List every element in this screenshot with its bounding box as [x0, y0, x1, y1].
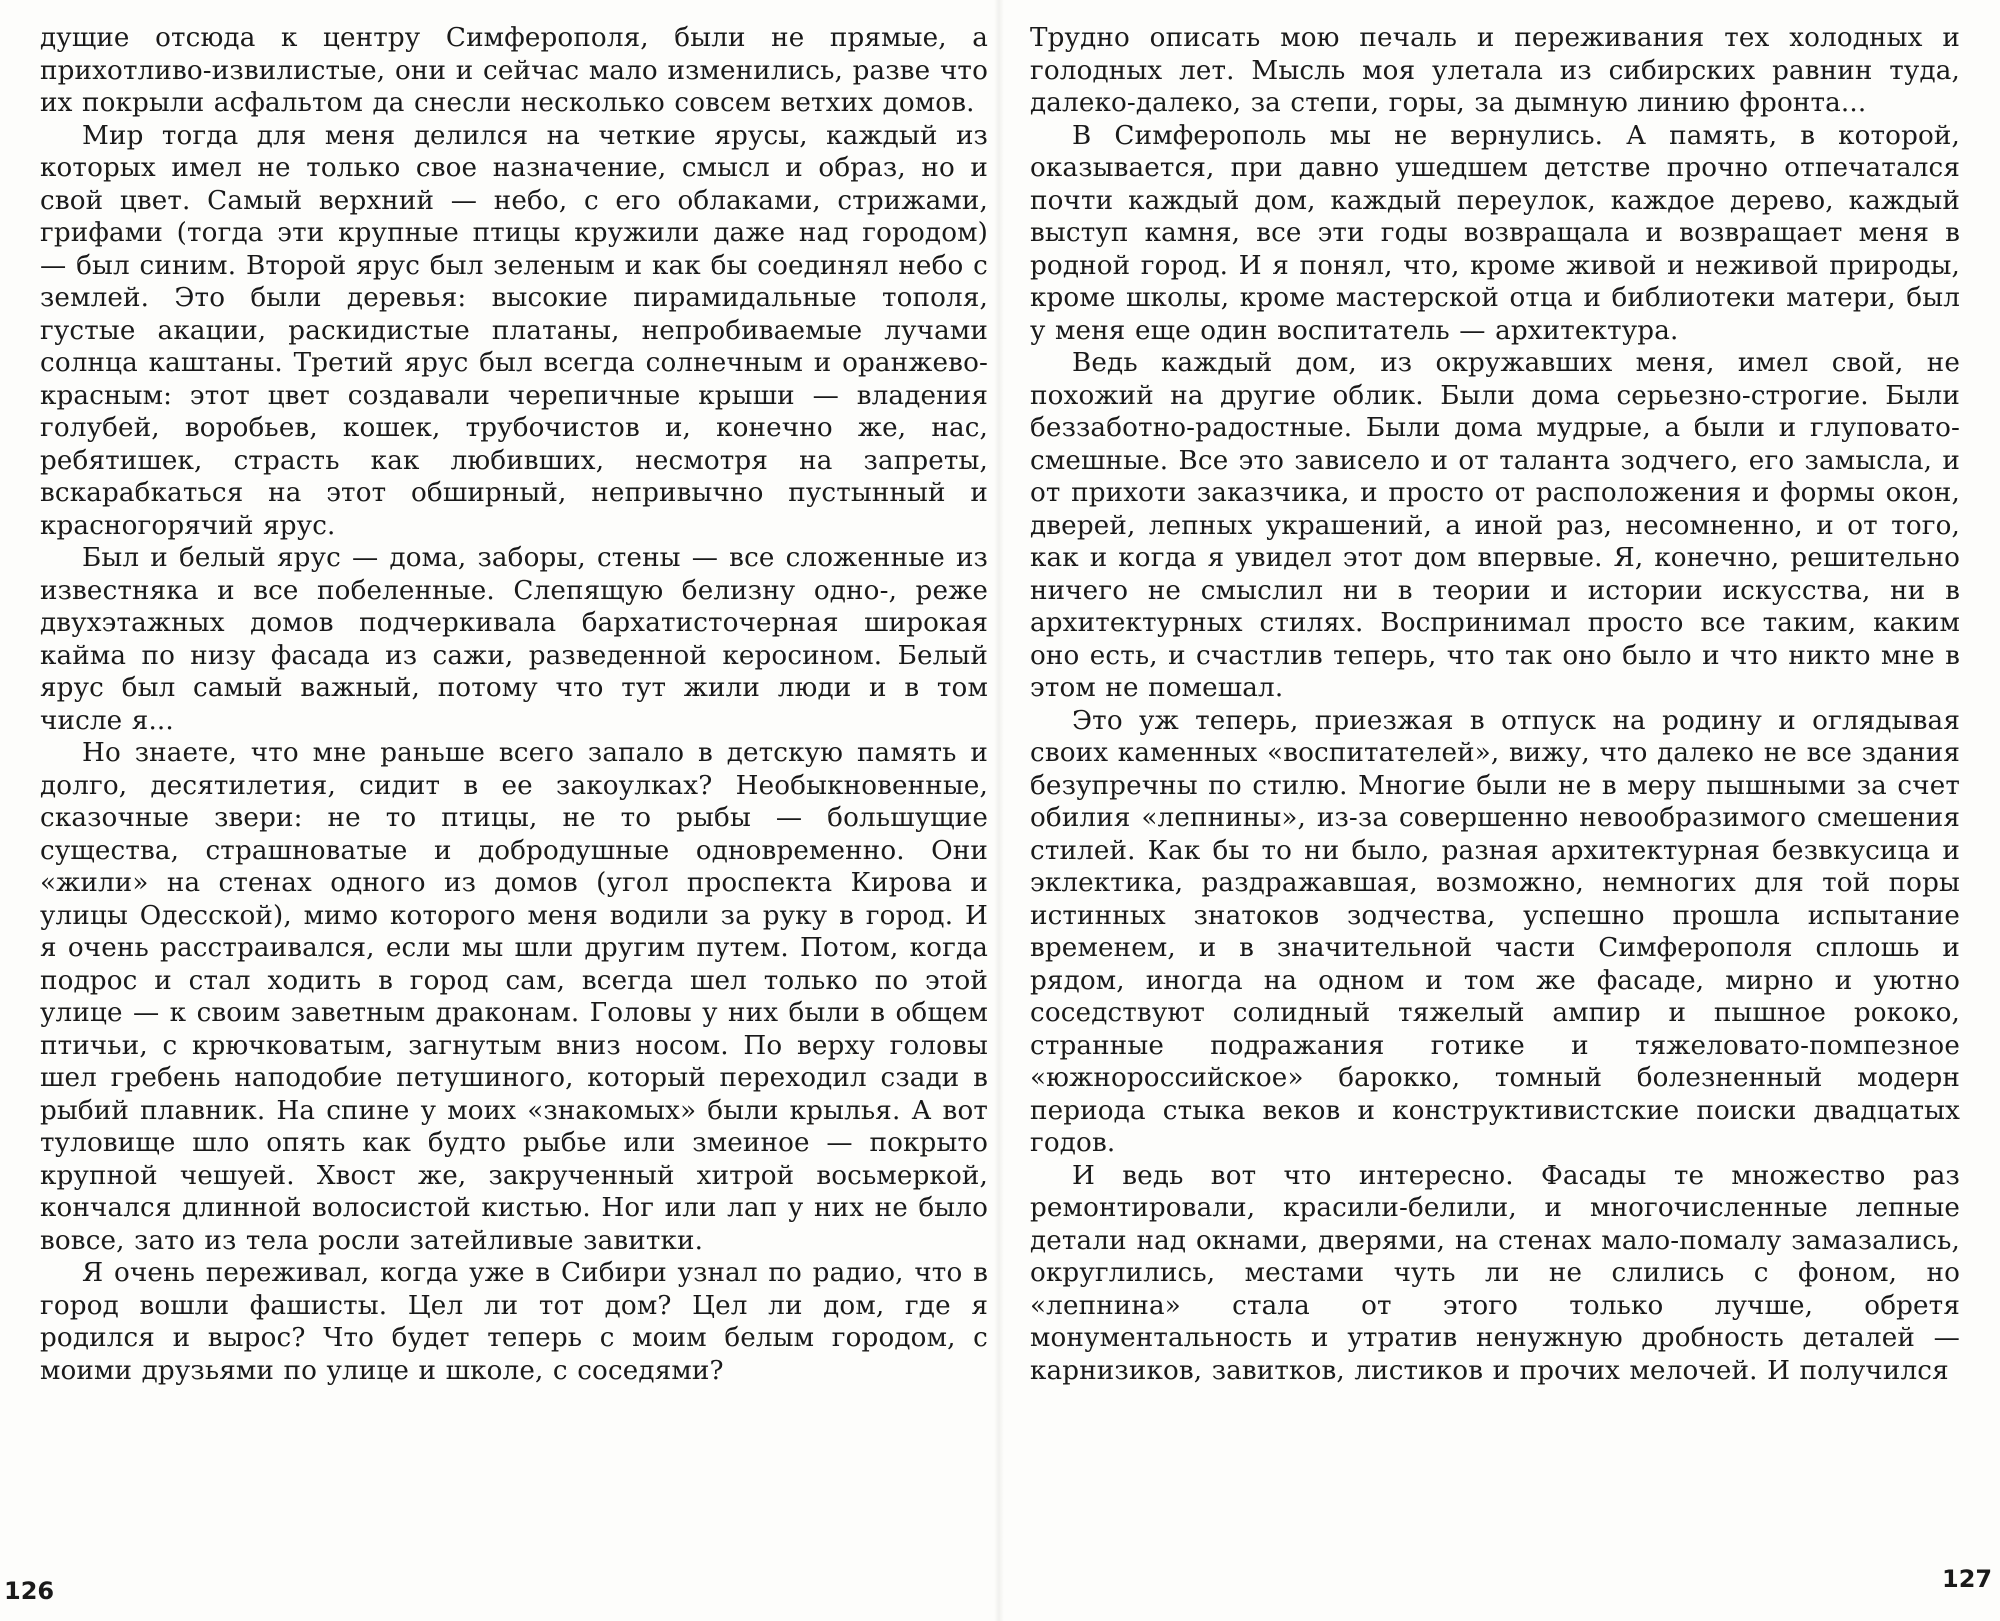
right-page	[1030, 22, 1960, 1542]
right-paragraph-2: В Симферополь мы не вернулись. А память, в которой, оказывается, при давно ушедшем детстве прочно отпечатался почти каждый дом, каждый переулок, каждое дерево, каждый выступ камня, все эти годы возвращала и возвращает меня в родной город. И я понял, что, кроме живой и неживой природы, кроме школы, кроме мастерской отца и библиотеки матери, был у меня еще один воспитатель — архитектура.	[1030, 120, 1960, 346]
left-page-number: 126	[4, 1577, 55, 1605]
right-paragraph-5: И ведь вот что интересно. Фасады те множество раз ремонтировали, красили-белили, и многочисленные лепные детали над окнами, дверями, на стенах мало-помалу замазались, округлились, местами чуть ли не слились с фоном, но «лепнина» стала от этого только лучше, обретя монументальность и утратив ненужную дробность деталей — карнизиков, завитков, листиков и прочих мелочей. И получился	[1030, 1160, 1960, 1386]
left-paragraph-2: Мир тогда для меня делился на четкие ярусы, каждый из которых имел не только свое назначение, смысл и образ, но и свой цвет. Самый верхний — небо, с его облаками, стрижами, грифами (тогда эти крупные птицы кружили даже над городом) — был синим. Второй ярус был зеленым и как бы соединял небо с землей. Это были деревья: высокие пирамидальные тополя, густые акации, раскидистые платаны, непробиваемые лучами солнца каштаны. Третий ярус был всегда солнечным и оранжево-красным: этот цвет создавали черепичные крыши — владения голубей, воробьев, кошек, трубочистов и, конечно же, нас, ребятишек, страсть как любивших, несмотря на запреты, вскарабкаться на этот обширный, непривычно пустынный и красногорячий ярус.	[40, 120, 988, 541]
left-paragraph-4: Но знаете, что мне раньше всего запало в детскую память и долго, десятилетия, сидит в ее закоулках? Необыкновенные, сказочные звери: не то птицы, не то рыбы — большущие существа, страшноватые и добродушные одновременно. Они «жили» на стенах одного из домов (угол проспекта Кирова и улицы Одесской), мимо которого меня водили за руку в город. И я очень расстраивался, если мы шли другим путем. Потом, когда подрос и стал ходить в город сам, всегда шел только по этой улице — к своим заветным драконам. Головы у них были в общем птичьи, с крючковатым, загнутым вниз носом. По верху головы шел гребень наподобие петушиного, который переходил сзади в рыбий плавник. На спине у моих «знакомых» были крылья. А вот туловище шло опять как будто рыбье или змеиное — покрыто крупной чешуей. Хвост же, закрученный хитрой восьмеркой, кончался длинной волосистой кистью. Ног или лап у них не было вовсе, зато из тела росли затейливые завитки.	[40, 738, 988, 1256]
left-page	[40, 22, 988, 1542]
left-paragraph-3: Был и белый ярус — дома, заборы, стены — все сложенные из известняка и все побеленные. Слепящую белизну одно-, реже двухэтажных домов подчеркивала бархатисточерная широкая кайма по низу фасада из сажи, разведенной керосином. Белый ярус был самый важный, потому что тут жили люди и в том числе я...	[40, 543, 988, 736]
right-paragraph-3: Ведь каждый дом, из окружавших меня, имел свой, не похожий на другие облик. Были дома серьезно-строгие. Были беззаботно-радостные. Были дома мудрые, а были и глуповато-смешные. Все это зависело и от таланта зодчего, его замысла, и от прихоти заказчика, и просто от расположения и формы окон, дверей, лепных украшений, а иной раз, несомненно, и от того, как и когда я увидел этот дом впервые. Я, конечно, решительно ничего не смыслил ни в теории и истории искусства, ни в архитектурных стилях. Воспринимал просто все таким, каким оно есть, и счастлив теперь, что так оно было и что никто мне в этом не помешал.	[1030, 348, 1960, 703]
right-paragraph-4: Это уж теперь, приезжая в отпуск на родину и оглядывая своих каменных «воспитателей», вижу, что далеко не все здания безупречны по стилю. Многие были не в меру пышными за счет обилия «лепнины», из-за совершенно невообразимого смешения стилей. Как бы то ни было, разная архитектурная безвкусица и эклектика, раздражавшая, возможно, немногих для той поры истинных знатоков зодчества, успешно прошла испытание временем, и в значительной части Симферополя сплошь и рядом, иногда на одном и том же фасаде, мирно и уютно соседствуют солидный тяжелый ампир и пышное рококо, странные подражания готике и тяжеловато-помпезное «южнороссийское» барокко, томный болезненный модерн периода стыка веков и конструктивистские поиски двадцатых годов.	[1030, 705, 1960, 1158]
left-paragraph-5: Я очень переживал, когда уже в Сибири узнал по радио, что в город вошли фашисты. Цел ли тот дом? Цел ли дом, где я родился и вырос? Что будет теперь с моим белым городом, с моими друзьями по улице и школе, с соседями?	[40, 1258, 988, 1386]
right-paragraph-1: Трудно описать мою печаль и переживания тех холодных и голодных лет. Мысль моя улетала из сибирских равнин туда, далеко-далеко, за степи, горы, за дымную линию фронта...	[1030, 23, 1960, 118]
right-page-number: 127	[1942, 1565, 1993, 1593]
left-paragraph-1: дущие отсюда к центру Симферополя, были не прямые, а прихотливо-извилистые, они и сейчас мало изменились, разве что их покрыли асфальтом да снесли несколько совсем ветхих домов.	[40, 23, 988, 118]
book-gutter	[994, 0, 1004, 1621]
